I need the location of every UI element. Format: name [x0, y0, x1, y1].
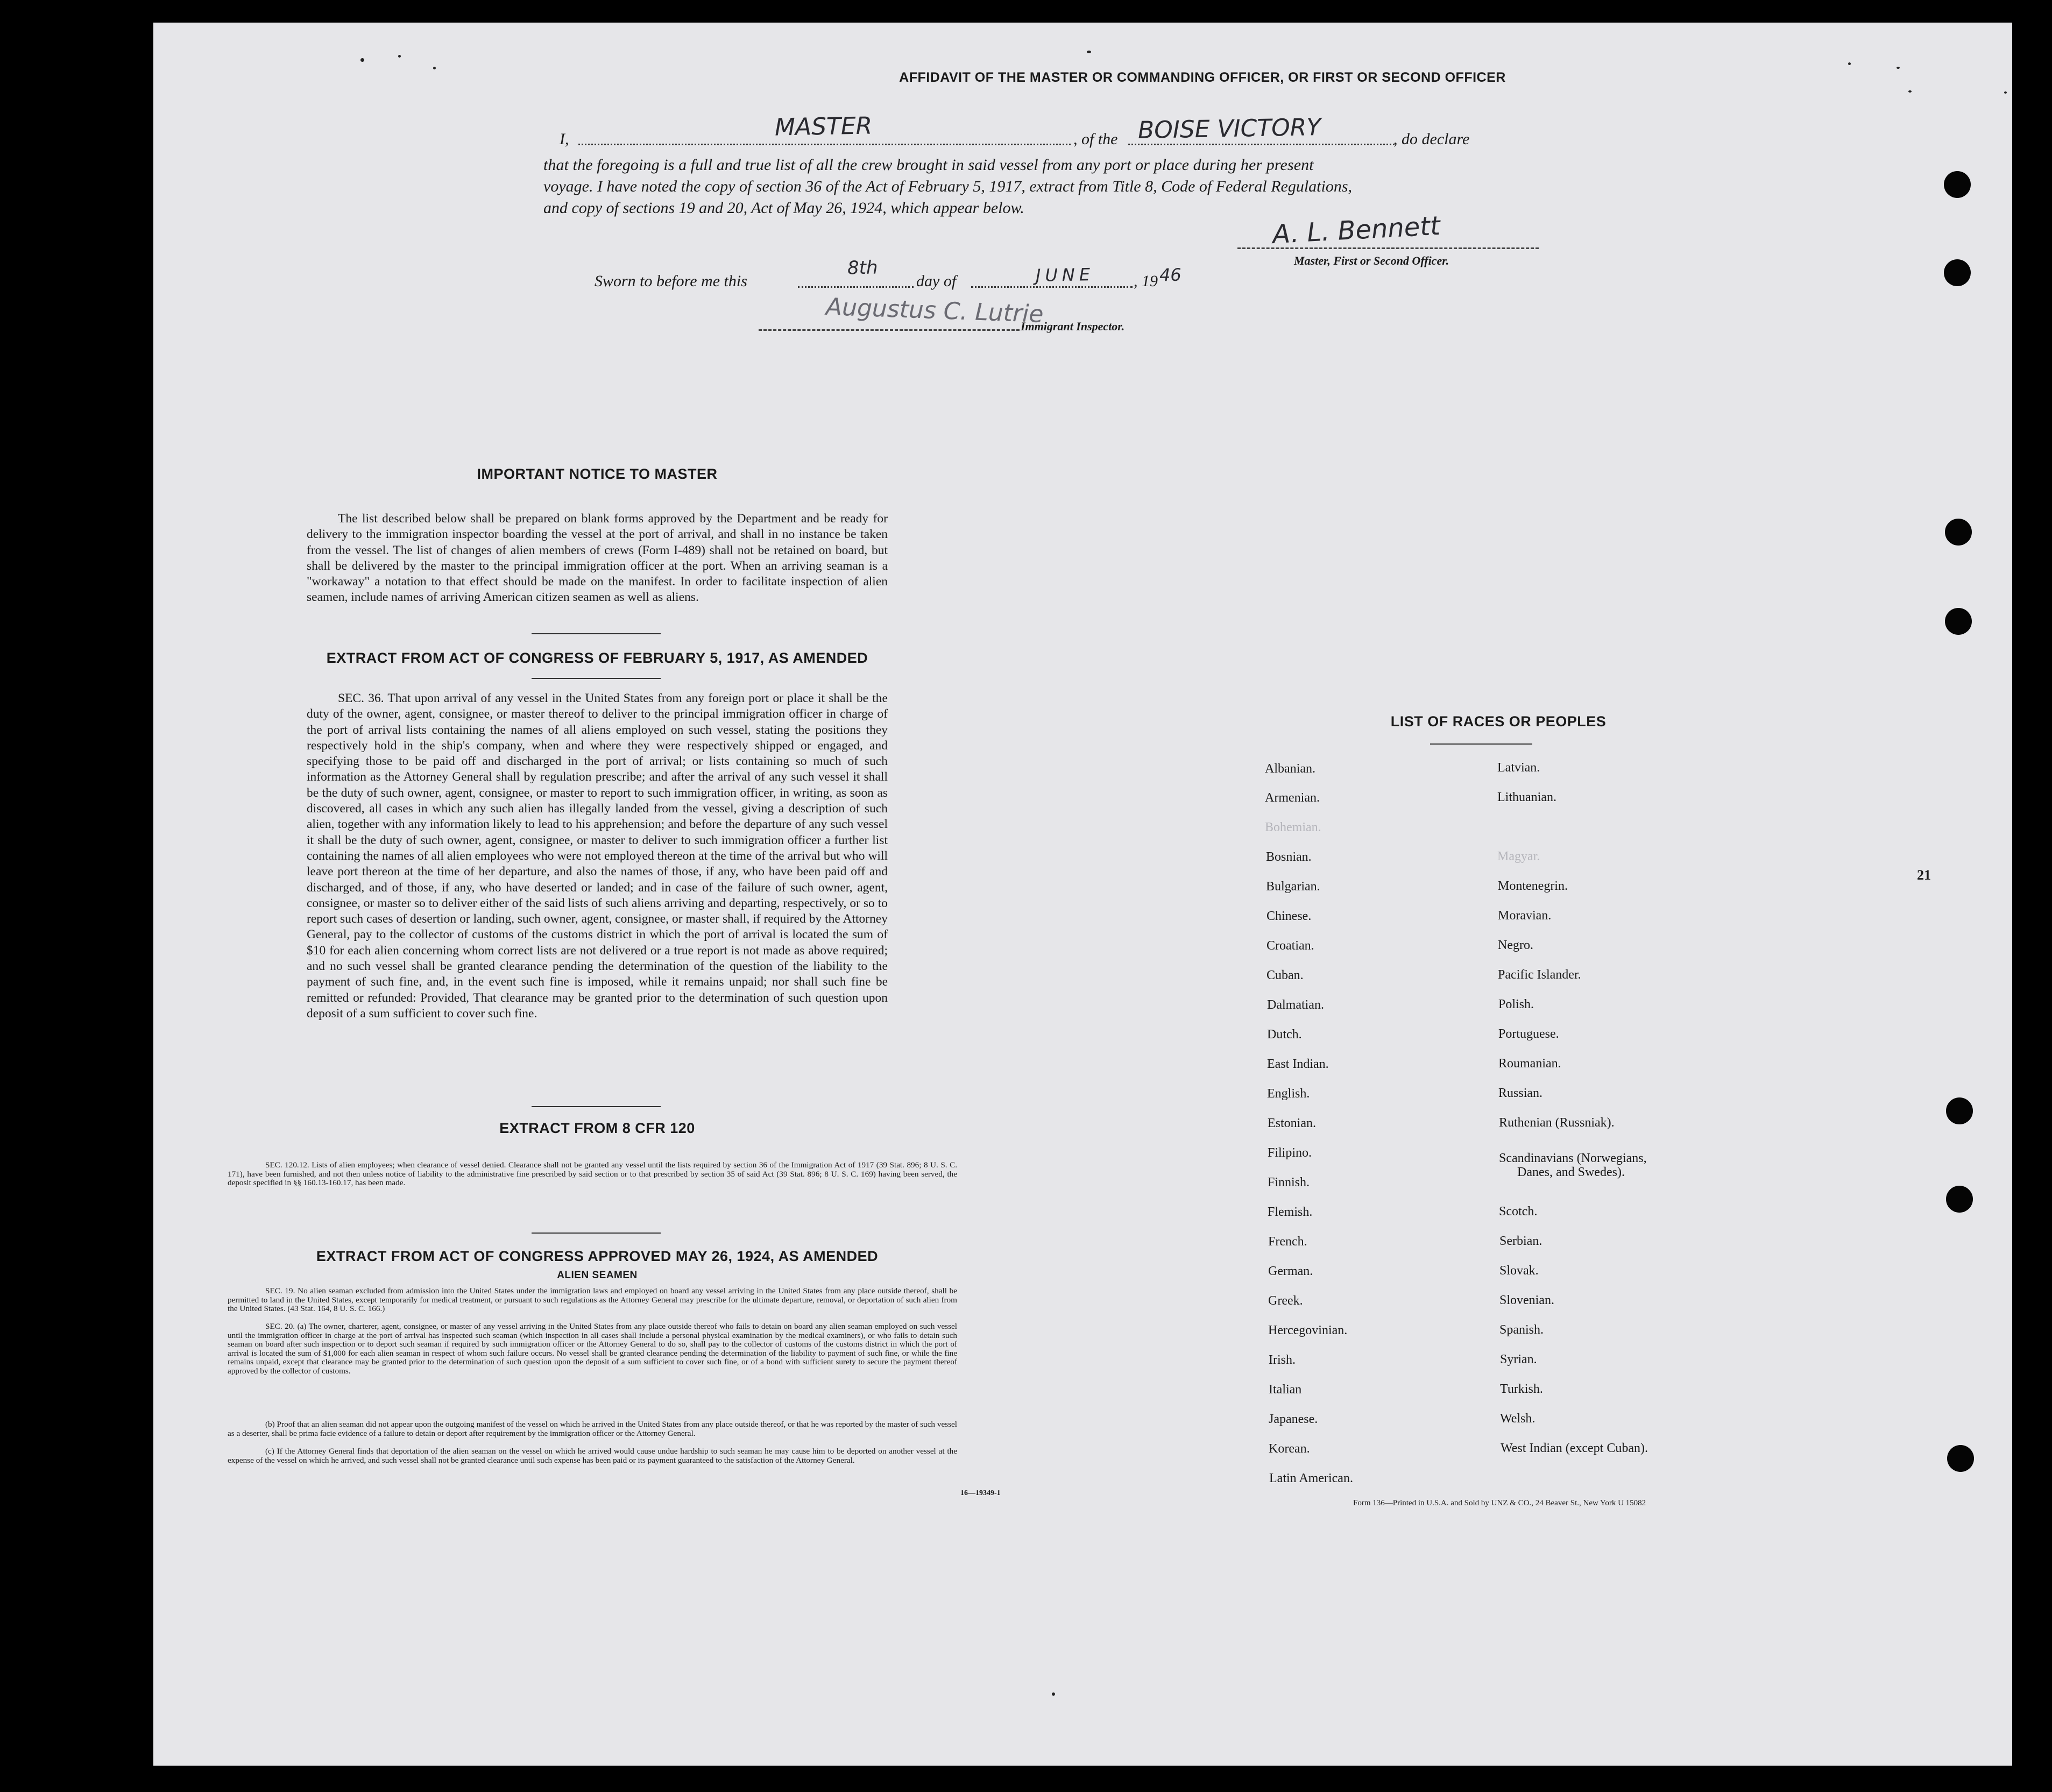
dotted-line — [578, 144, 1071, 145]
dotted-line — [1128, 144, 1395, 145]
race-left-item: German. — [1268, 1264, 1313, 1278]
race-left-item: Estonian. — [1268, 1116, 1316, 1130]
form-code: 16—19349-1 — [960, 1489, 1001, 1497]
notice-heading: IMPORTANT NOTICE TO MASTER — [477, 466, 718, 482]
races-heading: LIST OF RACES OR PEOPLES — [1390, 713, 1607, 729]
race-right-item: Roumanian. — [1498, 1057, 1561, 1071]
binder-hole — [1945, 608, 1972, 635]
race-right-item: Danes, and Swedes). — [1517, 1165, 1625, 1179]
race-left-item: Italian — [1269, 1383, 1302, 1397]
race-left-item: Greek. — [1268, 1294, 1303, 1308]
margin-mark: 21 — [1917, 867, 1931, 883]
day-of-text: day of — [916, 272, 957, 290]
race-left-item: Japanese. — [1269, 1412, 1318, 1426]
document-page — [153, 23, 2012, 1766]
sworn-text: Sworn to before me this — [595, 272, 747, 290]
sworn-day-handwriting: 8th — [847, 257, 878, 279]
extract-1924-heading: EXTRACT FROM ACT OF CONGRESS APPROVED MAY 26, 1924, AS AMENDED — [316, 1248, 879, 1264]
race-right-item: Slovenian. — [1499, 1293, 1554, 1307]
binder-hole — [1947, 1445, 1974, 1472]
scan-speck — [1908, 90, 1912, 93]
dotted-line — [798, 286, 914, 288]
race-right-item: Negro. — [1498, 938, 1533, 952]
race-right-item: Turkish. — [1500, 1382, 1543, 1396]
race-left-item: Korean. — [1269, 1442, 1310, 1456]
inspector-signature: Augustus C. Lutrie — [825, 293, 1044, 329]
section-divider — [532, 1106, 661, 1107]
affidavit-line3: voyage. I have noted the copy of section 36 of the Act of February 5, 1917, extract from Title 8, Code of Federal Regulations, — [543, 178, 1353, 195]
race-right-item: Serbian. — [1499, 1234, 1542, 1248]
race-left-item: Albanian. — [1265, 762, 1315, 776]
scan-speck — [433, 67, 436, 69]
section-divider — [532, 678, 661, 679]
affidavit-do-declare: , do declare — [1393, 130, 1470, 148]
binder-hole — [1946, 1186, 1973, 1213]
signature-line — [759, 329, 1020, 331]
binder-hole — [1946, 1097, 1973, 1124]
section-divider — [532, 633, 661, 634]
inspector-caption: Immigrant Inspector. — [1021, 320, 1125, 333]
race-left-item: Dutch. — [1267, 1028, 1302, 1042]
race-right-item: Pacific Islander. — [1498, 968, 1581, 982]
scan-speck — [1897, 67, 1900, 69]
sec20a-body: SEC. 20. (a) The owner, charterer, agent, consignee, or master of any vessel arriving in the United States from any place outside thereof who fails to detain on board any alien seaman employed on such vessel until the immigration officer in charge at the port of arrival has inspected such seaman (which inspection in all cases shall include a personal physical examination by the medical examiners), or who fails to detain such seaman on board after such inspection or to deport such seaman if required by such immigration officer or the Attorney General to do so, shall pay to the collector of customs of the customs district in which the port of arrival is located the sum of $1,000 for each alien seaman in respect of whom such failure occurs. No vessel shall be granted clearance pending the determination of the liability to payment of such fine, or while the fine remains unpaid, except that clearance may be granted prior to the determination of such question upon the deposit of a sum sufficient to cover such fine, or of a bond with sufficient surety to secure the payment thereof approved by the collector of customs. — [228, 1322, 957, 1376]
race-right-item: West Indian (except Cuban). — [1501, 1441, 1648, 1455]
alien-seamen-subheading: ALIEN SEAMEN — [557, 1270, 638, 1281]
race-left-item: Bohemian. — [1265, 820, 1321, 834]
dotted-line — [971, 286, 1133, 288]
extract-1917-body: SEC. 36. That upon arrival of any vessel in the United States from any foreign port or place it shall be the duty of the owner, agent, consignee, or master thereof to deliver to the principal immigration officer in charge of the port of arrival lists containing the names of all aliens employed on such vessel, stating the positions they respectively hold in the ship's company, when and where they were respectively shipped or engaged, and specifying those to be paid off and discharged in the port of arrival; or lists containing so much of such information as the Attorney General shall by regulation prescribe; and after the arrival of any such vessel it shall be the duty of such owner, agent, consignee, or master to report to such immigration officer, in writing, as soon as discovered, all cases in which any such alien has illegally landed from the vessel, giving a description of such alien, together with any information likely to lead to his apprehension; and before the departure of any such vessel it shall be the duty of such owner, agent, consignee, or master to deliver to such immigration officer a further list containing the names of all alien employees who were not employed thereon at the time of the arrival but who will leave port thereon at the time of her departure, and also the names of those, if any, who have been paid off and discharged, and of those, if any, who have deserted or landed; and in case of the failure of such owner, agent, consignee, or master so to deliver either of the said lists of such aliens arriving and departing, respectively, or so to report such cases of desertion or landing, such owner, agent, consignee, or master shall, if required by the Attorney General, pay to the collector of customs of the customs district in which the port of arrival is located the sum of $10 for each alien concerning whom correct lists are not delivered or a true report is not made as above required; and no such vessel shall be granted clearance pending the determination of the question of the liability to the payment of such fine, and, in the event such fine is imposed, while it remains unpaid; nor shall such fine be remitted or refunded: Provided, That clearance may be granted prior to the determination of such question upon deposit of a sum sufficient to cover such fine. — [307, 691, 888, 1021]
binder-hole — [1944, 259, 1971, 286]
race-right-item: Magyar. — [1497, 849, 1540, 863]
race-right-item: Polish. — [1498, 997, 1534, 1011]
affidavit-line4: and copy of sections 19 and 20, Act of May 26, 1924, which appear below. — [543, 199, 1024, 217]
race-right-item: Montenegrin. — [1498, 879, 1568, 893]
race-left-item: English. — [1267, 1087, 1310, 1101]
signature-line — [1237, 247, 1539, 249]
cfr-body: SEC. 120.12. Lists of alien employees; when clearance of vessel denied. Clearance shall not be granted any vessel until the lists required by section 36 of the Immigration Act of 1917 (39 Stat. 896; 8 U. S. C. 171), have been furnished, and not then unless notice of liability to the administrative fine prescribed by said section or to that prescribed by section 35 of said Act (39 Stat. 896; 8 U. S. C. 169) having been served, the deposit specified in §§ 160.13-160.17, has been made. — [228, 1160, 957, 1188]
race-right-item: Syrian. — [1500, 1352, 1537, 1366]
race-left-item: Croatian. — [1266, 939, 1314, 953]
race-right-item: Spanish. — [1499, 1323, 1544, 1337]
race-left-item: Irish. — [1269, 1353, 1296, 1367]
race-left-item: Bulgarian. — [1266, 880, 1320, 894]
cfr-heading: EXTRACT FROM 8 CFR 120 — [499, 1120, 695, 1136]
scan-speck — [1087, 51, 1091, 53]
race-left-item: East Indian. — [1267, 1057, 1329, 1071]
binder-hole — [1945, 519, 1972, 546]
sec20c-body: (c) If the Attorney General finds that deportation of the alien seaman on the vessel on which he arrived would cause undue hardship to such seaman he may cause him to be deported on another vessel at the expense of the vessel on which he arrived, and such vessel shall not be granted clearance until such expense has been paid or its payment guaranteed to the satisfaction of the Attorney General. — [228, 1447, 957, 1465]
vessel-name-handwriting: BOISE VICTORY — [1137, 114, 1321, 144]
race-right-item: Slovak. — [1499, 1264, 1539, 1278]
scan-speck — [2004, 91, 2007, 94]
year-prefix: , 19 — [1134, 272, 1158, 290]
notice-body: The list described below shall be prepared on blank forms approved by the Department and be ready for delivery to the immigration inspector boarding the vessel at the port of arrival, and shall in no instance be taken from the vessel. The list of changes of alien members of crews (Form I-489) shall not be retained on board, but shall be delivered by the master to the principal immigration officer at the port. When an arriving seaman is a "workaway" a notation to that effect should be made on the manifest. In order to facilitate inspection of alien seamen, include names of arriving American citizen seamen as well as aliens. — [307, 512, 888, 605]
race-right-item: Ruthenian (Russniak). — [1499, 1116, 1615, 1130]
race-left-item: Dalmatian. — [1267, 998, 1324, 1012]
race-left-item: Bosnian. — [1266, 850, 1312, 864]
sworn-month-handwriting: JUNE — [1035, 264, 1095, 286]
race-right-item: Lithuanian. — [1497, 790, 1556, 804]
declarant-handwriting: MASTER — [774, 112, 873, 141]
affidavit-i: I, — [560, 130, 569, 148]
sec20b-body: (b) Proof that an alien seaman did not appear upon the outgoing manifest of the vessel on which he arrived in the United States from any place outside thereof, or that he was reported by the master of such vessel as a deserter, shall be prima facie evidence of a failure to detain or deport after requirement by the immigration officer or the Attorney General. — [228, 1420, 957, 1438]
binder-hole — [1944, 171, 1971, 198]
race-right-item: Scandinavians (Norwegians, — [1499, 1151, 1647, 1165]
master-signature: A. L. Bennett — [1271, 210, 1441, 250]
race-left-item: Hercegovinian. — [1268, 1323, 1348, 1337]
scan-speck — [360, 58, 364, 62]
year-handwriting: 46 — [1159, 264, 1182, 286]
scan-speck — [1848, 62, 1851, 65]
race-left-item: Latin American. — [1269, 1471, 1353, 1485]
race-right-item: Russian. — [1498, 1086, 1543, 1100]
section-divider — [1430, 743, 1532, 745]
scan-speck — [398, 55, 401, 58]
extract-1917-heading: EXTRACT FROM ACT OF CONGRESS OF FEBRUARY 5, 1917, AS AMENDED — [326, 650, 868, 666]
race-left-item: Filipino. — [1268, 1146, 1312, 1160]
scan-speck — [1052, 1692, 1055, 1696]
race-left-item: Armenian. — [1265, 791, 1320, 805]
affidavit-of-the: , of the — [1073, 130, 1118, 148]
affidavit-title: AFFIDAVIT OF THE MASTER OR COMMANDING OFFICER, OR FIRST OR SECOND OFFICER — [899, 70, 1506, 85]
race-right-item: Scotch. — [1499, 1205, 1538, 1219]
race-left-item: Flemish. — [1268, 1205, 1313, 1219]
race-right-item: Welsh. — [1500, 1412, 1536, 1426]
race-right-item: Moravian. — [1498, 909, 1552, 923]
section-divider — [532, 1233, 661, 1234]
race-left-item: Cuban. — [1266, 968, 1304, 982]
race-left-item: French. — [1268, 1235, 1307, 1249]
race-right-item: Portuguese. — [1498, 1027, 1559, 1041]
race-right-item: Latvian. — [1497, 761, 1540, 775]
signature-caption: Master, First or Second Officer. — [1294, 254, 1449, 267]
printer-footer: Form 136—Printed in U.S.A. and Sold by UNZ & CO., 24 Beaver St., New York U 15082 — [1353, 1499, 1646, 1507]
race-left-item: Chinese. — [1266, 909, 1312, 923]
affidavit-line2: that the foregoing is a full and true list of all the crew brought in said vessel from any port or place during her present — [543, 156, 1314, 174]
sec19-body: SEC. 19. No alien seaman excluded from admission into the United States under the immigration laws and employed on board any vessel arriving in the United States from any place outside thereof, shall be permitted to land in the United States, except temporarily for medical treatment, or pursuant to such regulations as the Attorney General may prescribe for the ultimate departure, removal, or deportation of such alien from the United States. (43 Stat. 164, 8 U. S. C. 166.) — [228, 1286, 957, 1314]
race-left-item: Finnish. — [1268, 1175, 1310, 1189]
